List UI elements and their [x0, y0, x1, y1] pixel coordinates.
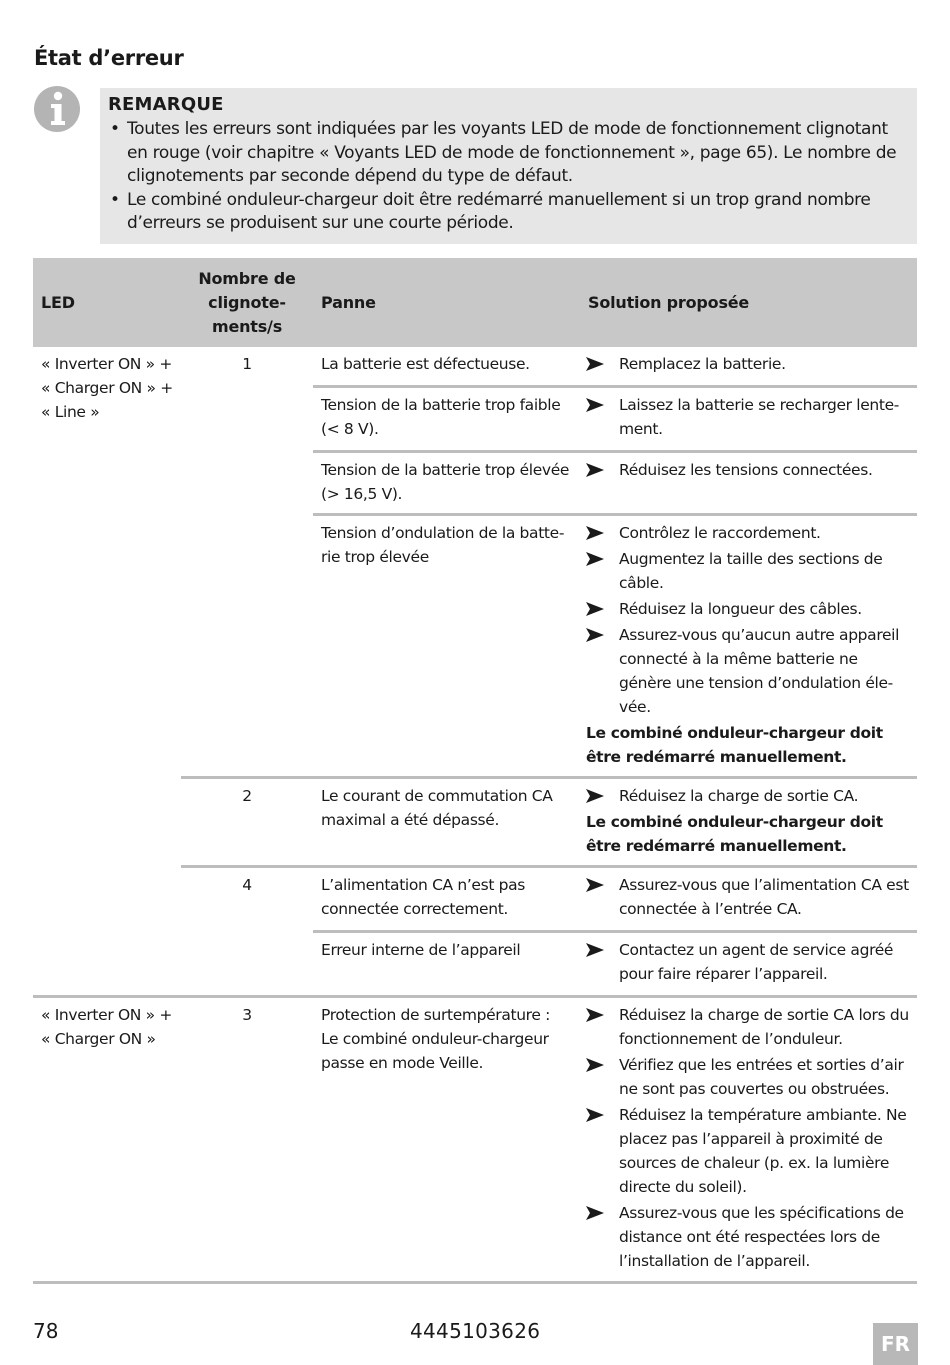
remark-item: • Toutes les erreurs sont indiquées par les voyants LED de mode de fonctionnement clignotant en rouge (voir chapitre « Voyants LED de mode de fonctionnement », page 65). Le nombre de clignotements par seconde dépend du type de défaut. [108, 118, 907, 189]
header-fault: Panne [313, 258, 580, 347]
solution-item: Réduisez la charge de sortie CA. [586, 784, 913, 808]
arrow-icon [586, 393, 604, 417]
solution-item: Réduisez la charge de sortie CA lors du fonctionnement de l’onduleur. [586, 1003, 913, 1051]
solution-item: Augmentez la taille des sections de câble. [586, 547, 913, 595]
arrow-icon [586, 784, 604, 808]
blinks-cell: 4 [181, 867, 313, 997]
remark-box [100, 88, 917, 244]
fault-cell: Tension d’ondulation de la batte-rie trop élevée [313, 515, 580, 778]
led-cell: « Inverter ON » + « Charger ON » + « Line » [41, 355, 173, 421]
header-blinks: Nombre de clignote-ments/s [181, 258, 313, 347]
remark-item: • Le combiné onduleur-chargeur doit être redémarré manuellement si un trop grand nombre d’erreurs se produisent sur une courte période. [108, 189, 907, 236]
remark-title: REMARQUE [108, 94, 224, 115]
arrow-icon [586, 1103, 604, 1127]
solution-item: Réduisez la longueur des câbles. [586, 597, 913, 621]
header-solution: Solution proposée [580, 258, 917, 347]
arrow-icon [586, 1053, 604, 1077]
solution-item: Assurez-vous qu’aucun autre appareil connecté à la même batterie ne génère une tension d’ondulation éle-vée. [586, 623, 913, 719]
info-icon [33, 85, 81, 133]
solution-cell [580, 347, 917, 387]
arrow-icon [586, 1201, 604, 1225]
arrow-icon [586, 521, 604, 545]
fault-cell: Le courant de commutation CA maximal a été dépassé. [313, 778, 580, 867]
language-badge: FR [873, 1323, 918, 1365]
solution-item: Assurez-vous que les spécifications de distance ont été respectées lors de l’installation de l’appareil. [586, 1201, 913, 1273]
solution-cell [580, 932, 917, 997]
header-led: LED [33, 258, 181, 347]
section-title: État d’erreur [34, 46, 184, 70]
solution-cell [580, 387, 917, 452]
solution-item: Réduisez la température ambiante. Ne placez pas l’appareil à proximité de sources de chaleur (p. ex. la lumière directe du soleil). [586, 1103, 913, 1199]
table-header-row [33, 258, 917, 347]
restart-note: Le combiné onduleur-chargeur doit être redémarré manuellement. [586, 724, 883, 766]
solution-item: Contrôlez le raccordement. [586, 521, 913, 545]
blinks-cell: 1 [242, 355, 252, 373]
solution-item: Réduisez les tensions connectées. [586, 458, 913, 482]
solution-item: Laissez la batterie se recharger lente-ment. [586, 393, 913, 441]
arrow-icon [586, 547, 604, 571]
solution-item: Vérifiez que les entrées et sorties d’air ne sont pas couvertes ou obstruées. [586, 1053, 913, 1101]
solution-cell [580, 997, 917, 1283]
solution-cell [580, 452, 917, 515]
document-number: 4445103626 [410, 1319, 541, 1343]
page-number: 78 [33, 1319, 59, 1343]
arrow-icon [586, 623, 604, 647]
remark-list [108, 118, 907, 236]
table-row [33, 997, 917, 1283]
led-cell: « Inverter ON » + « Charger ON » [33, 997, 181, 1283]
fault-cell: Tension de la batterie trop faible (< 8 V). [313, 387, 580, 452]
solution-item: Remplacez la batterie. [586, 352, 913, 376]
fault-cell: Tension de la batterie trop élevée (> 16,5 V). [313, 452, 580, 515]
fault-cell: La batterie est défectueuse. [321, 355, 530, 373]
restart-note: Le combiné onduleur-chargeur doit être redémarré manuellement. [586, 813, 883, 855]
fault-cell: L’alimentation CA n’est pas connectée correctement. [313, 867, 580, 932]
blinks-cell: 2 [181, 778, 313, 867]
blinks-cell: 3 [181, 997, 313, 1283]
table-row [33, 347, 917, 387]
fault-cell: Protection de surtempérature : Le combiné onduleur-chargeur passe en mode Veille. [313, 997, 580, 1283]
arrow-icon [586, 938, 604, 962]
arrow-icon [586, 873, 604, 897]
solution-cell [580, 867, 917, 932]
error-table [33, 258, 917, 1284]
solution-item: Contactez un agent de service agréé pour faire réparer l’appareil. [586, 938, 913, 986]
solution-item: Assurez-vous que l’alimentation CA est connectée à l’entrée CA. [586, 873, 913, 921]
arrow-icon [586, 597, 604, 621]
fault-cell: Erreur interne de l’appareil [313, 932, 580, 997]
solution-cell [580, 515, 917, 778]
arrow-icon [586, 1003, 604, 1027]
arrow-icon [586, 458, 604, 482]
arrow-icon [586, 352, 604, 376]
solution-cell [580, 778, 917, 867]
